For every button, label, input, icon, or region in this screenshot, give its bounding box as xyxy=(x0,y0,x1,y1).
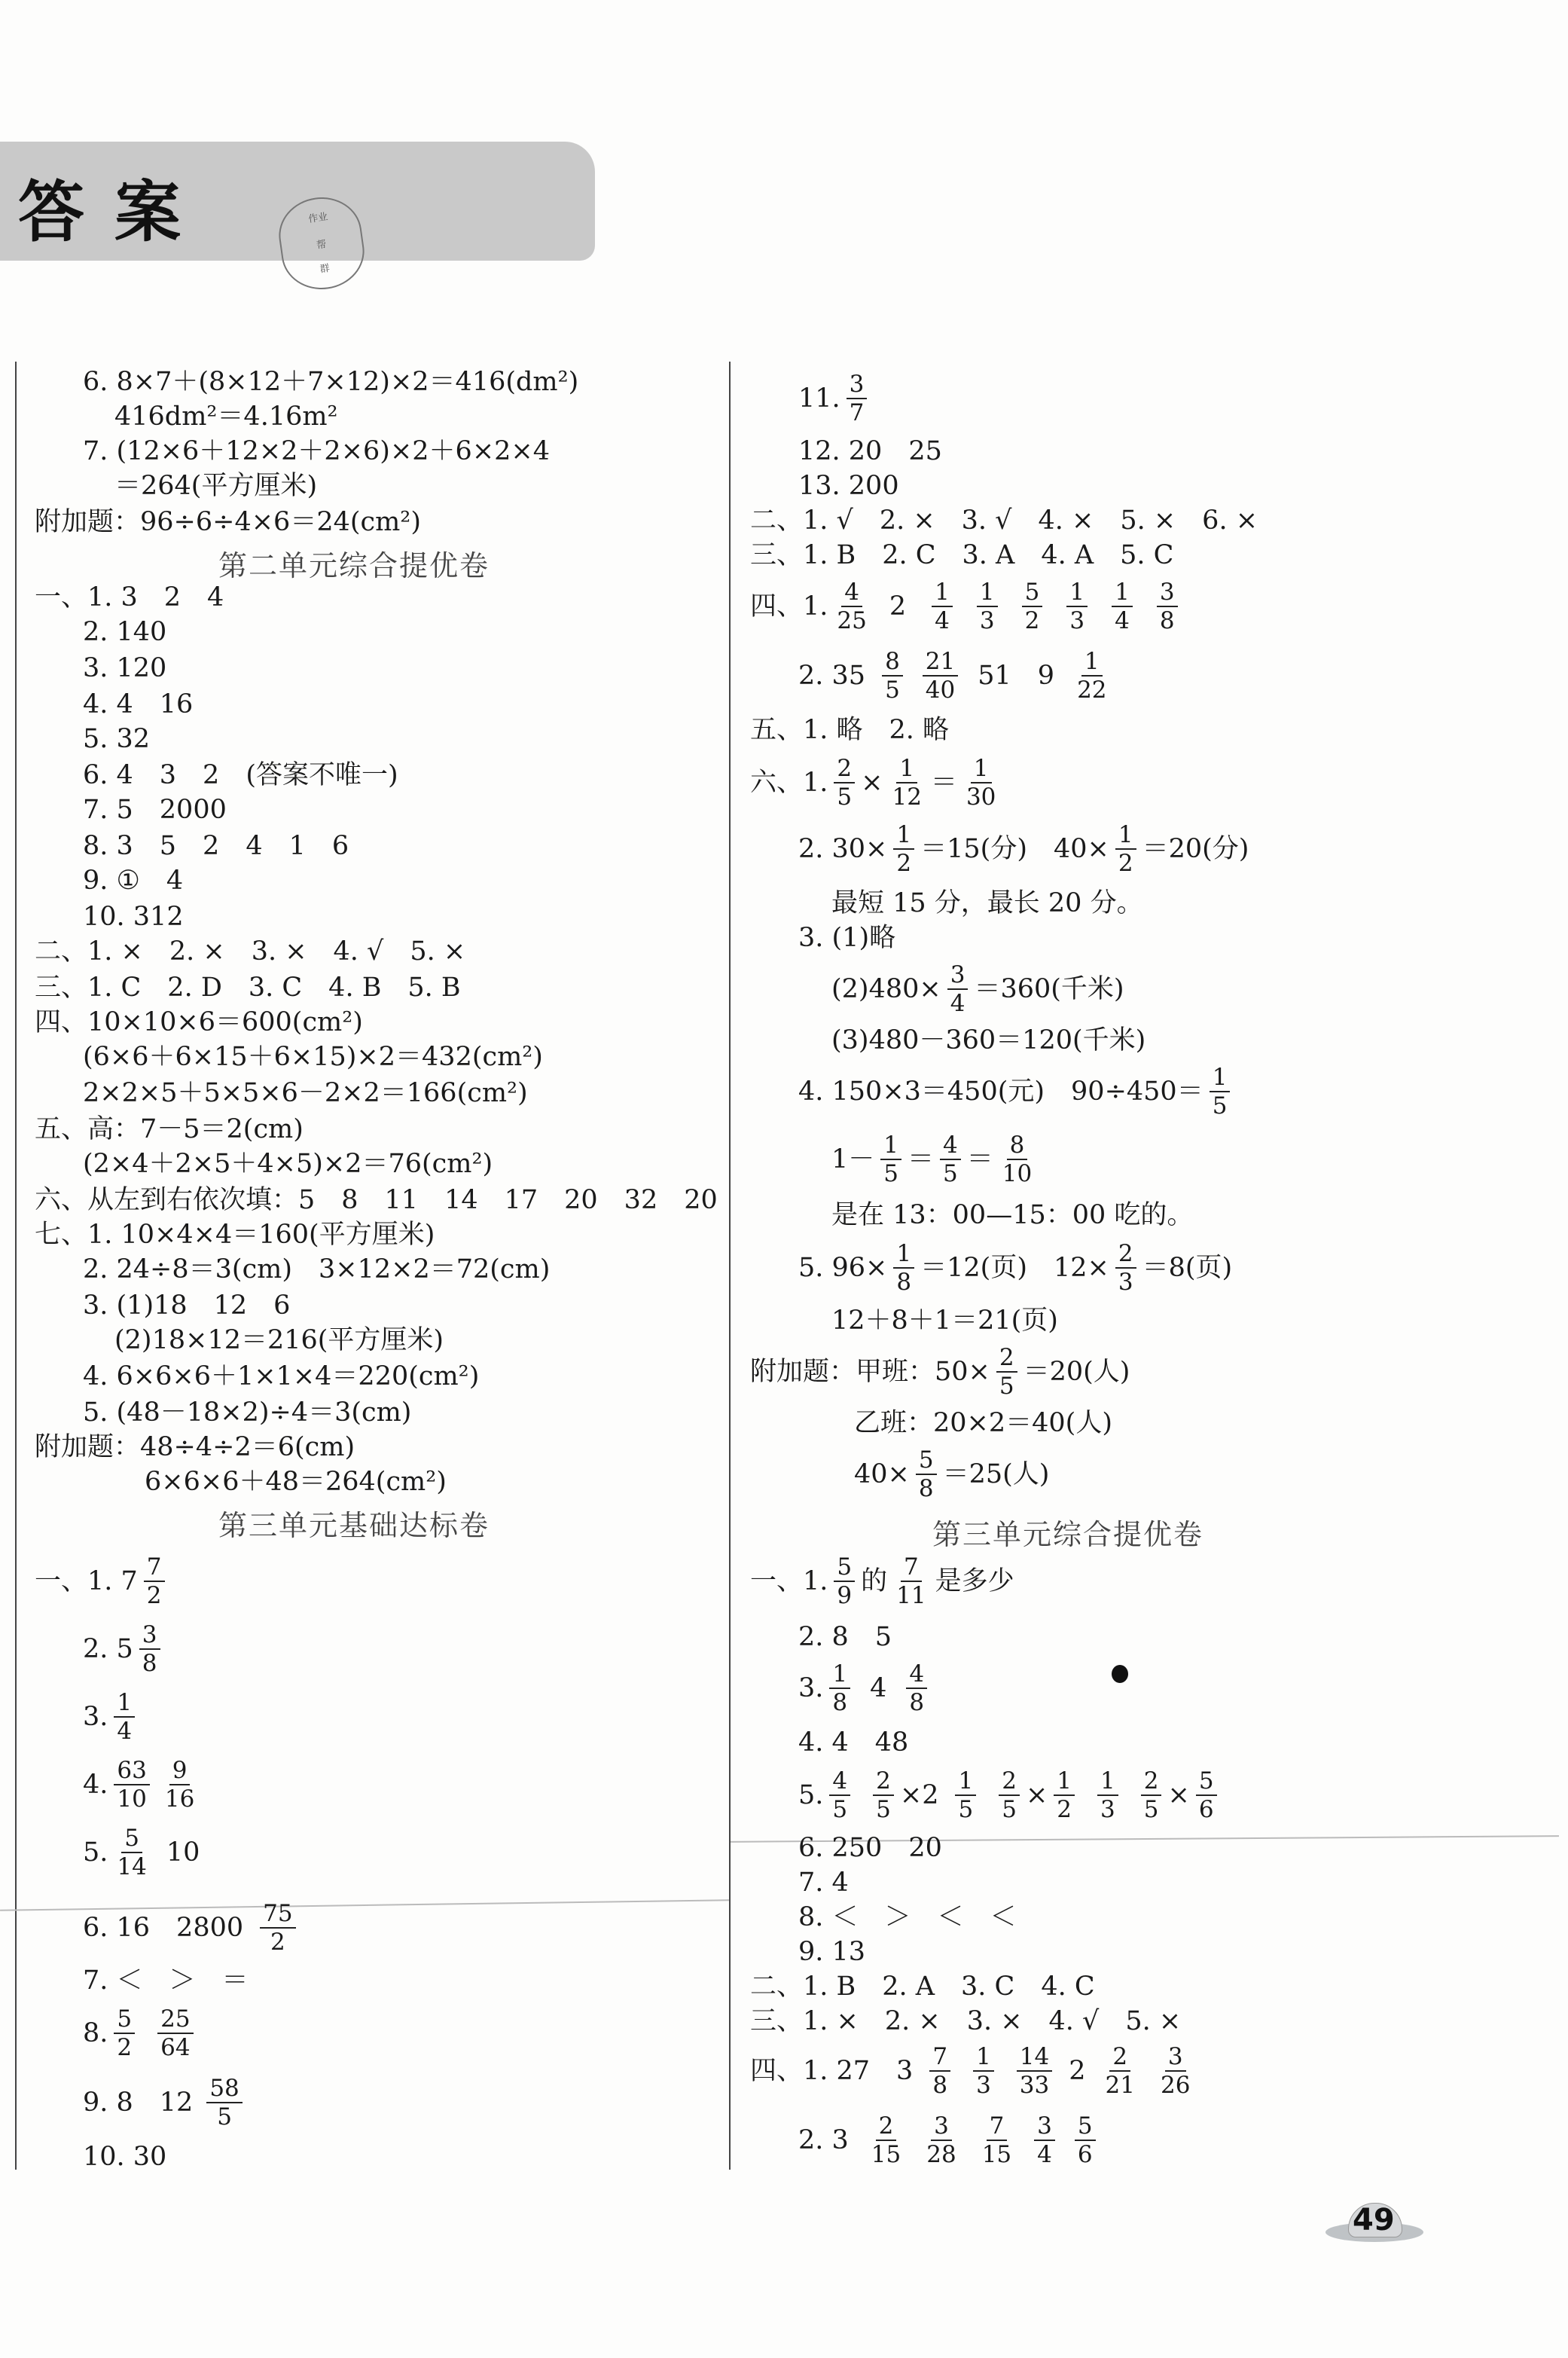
answer-line: 附加题：48÷4÷2＝6(cm) xyxy=(35,1432,355,1462)
fraction: 63 10 xyxy=(114,1757,149,1813)
answer-line: 2. 8 5 xyxy=(798,1622,892,1652)
answer-line: 8. 3 5 2 4 1 6 xyxy=(83,831,349,861)
fraction: 1 4 xyxy=(932,579,953,634)
answer-line: 三、1. C 2. D 3. C 4. B 5. B xyxy=(35,973,461,1003)
fraction: 7 15 xyxy=(981,2112,1012,2168)
fraction: 3 26 xyxy=(1160,2043,1191,2099)
answer-line: 11. 3 7 xyxy=(798,372,873,425)
fraction: 3 8 xyxy=(1157,579,1178,634)
answer-line: 12. 20 25 xyxy=(798,436,942,466)
answer-line: 二、1. × 2. × 3. × 4. √ 5. × xyxy=(35,936,466,967)
answer-line: 8. ＜ ＞ ＜ ＜ xyxy=(798,1902,1017,1932)
answer-line: 9. ① 4 xyxy=(83,866,184,896)
answer-line: 2. 3 2 15 3 28 7 15 3 4 5 6 xyxy=(798,2114,1102,2167)
answer-line: 4. 63 10 9 16 xyxy=(83,1758,203,1811)
answer-line: 附加题：96÷6÷4×6＝24(cm²) xyxy=(35,507,421,537)
page-number: 49 xyxy=(1353,2203,1395,2237)
answer-line: 六、1. 2 5 × 1 12 ＝ 1 30 xyxy=(750,756,1005,809)
answer-line: 9. 13 xyxy=(798,1937,866,1967)
fraction: 1 5 xyxy=(880,1132,901,1187)
answer-line: (2×4＋2×5＋4×5)×2＝76(cm²) xyxy=(83,1149,493,1179)
answer-line: 附加题：甲班：50× $\frac{2}{5}$ ＝20(人) xyxy=(750,1344,1130,1400)
fraction: 7 2 xyxy=(144,1553,165,1609)
fraction: 4 8 xyxy=(906,1660,927,1716)
fraction: 1 12 xyxy=(892,755,922,811)
fraction: 21 40 xyxy=(923,648,958,704)
answer-line: 三、1. B 2. C 3. A 4. A 5. C xyxy=(750,540,1174,570)
fraction: 5 2 xyxy=(1022,579,1043,634)
fraction: 1 2 xyxy=(1054,1767,1075,1823)
fraction: 7 8 xyxy=(929,2043,950,2099)
fraction: 3 8 xyxy=(139,1621,160,1677)
answer-line: 10. 312 xyxy=(83,902,184,932)
page-title: 答案 xyxy=(18,173,212,251)
fraction: 2 5 xyxy=(999,1767,1020,1823)
fraction: 3 7 xyxy=(847,371,868,426)
fraction: 1 3 xyxy=(977,579,998,634)
fraction: 2 21 xyxy=(1105,2043,1135,2099)
fraction: 1 3 xyxy=(1097,1767,1118,1823)
fraction: 8 10 xyxy=(1002,1132,1033,1187)
fraction: 5 9 xyxy=(834,1553,855,1609)
left-rule xyxy=(15,362,17,2170)
answer-line: 2×2×5＋5×5×6－2×2＝166(cm²) xyxy=(83,1078,528,1108)
answer-line: 6. 250 20 xyxy=(798,1833,942,1863)
answer-line: 40× $\frac{5}{8}$ ＝25(人) xyxy=(854,1446,1050,1502)
answer-line: 5. 5 14 10 xyxy=(83,1825,200,1880)
answer-line: 5. 4 5 $\frac{2}{5}$ ×2 1 5 2 5 × 1 2 1 3 2 5 × 5 6 xyxy=(798,1769,1223,1822)
answer-line: 六、从左到右依次填：5 8 11 14 17 20 32 20 xyxy=(35,1185,718,1215)
section-title: 第二单元综合提优卷 xyxy=(218,549,490,582)
answer-line: 四、1. 27 3 7 8 1 3 14 33 2 2 21 3 26 xyxy=(750,2045,1199,2097)
fraction: $\frac{1}{2}$ xyxy=(1115,821,1136,877)
fraction: 3 4 xyxy=(1034,2112,1055,2168)
fraction: 4 5 xyxy=(829,1767,850,1823)
fraction: 5 6 xyxy=(1196,1767,1217,1823)
answer-line: 四、10×10×6＝600(cm²) xyxy=(35,1007,363,1037)
answer-line: 5. (48－18×2)÷4＝3(cm) xyxy=(83,1397,412,1428)
answer-line: 是在 13：00—15：00 吃的。 xyxy=(831,1200,1194,1230)
fraction: 1 5 xyxy=(955,1767,976,1823)
fraction: 1 3 xyxy=(973,2043,994,2099)
answer-line: 2. 5 3 8 xyxy=(83,1623,166,1675)
answer-line: 7. (12×6＋12×2＋2×6)×2＋6×2×4 xyxy=(83,436,551,466)
answer-line: 10. 30 xyxy=(83,2142,167,2172)
answer-line: 四、1. 4 25 2 1 4 1 3 5 2 1 3 1 4 3 8 xyxy=(750,580,1190,633)
fraction: 1 4 xyxy=(114,1689,135,1745)
fraction: 1 4 xyxy=(1112,579,1133,634)
answer-line: 5. 96× $\frac{1}{8}$ ＝12(页) 12× $\frac{2}{3}$ ＝8(页) xyxy=(798,1240,1233,1296)
fraction: 8 5 xyxy=(882,648,903,704)
answer-line: 最短 15 分，最长 20 分。 xyxy=(831,888,1143,918)
answer-line: 七、1. 10×4×4＝160(平方厘米) xyxy=(35,1220,435,1250)
answer-line: 4. 4 16 xyxy=(83,689,194,719)
fraction: 4 25 xyxy=(837,579,867,634)
answer-line: 3. 120 xyxy=(83,653,167,683)
answer-line: 7. 5 2000 xyxy=(83,795,227,825)
fraction: $\frac{5}{8}$ xyxy=(916,1446,937,1502)
fraction: 75 2 xyxy=(260,1900,295,1956)
answer-line: 3. (1)略 xyxy=(798,923,896,953)
fraction: $\frac{2}{5}$ xyxy=(996,1344,1017,1400)
fraction: $\frac{3}{4}$ xyxy=(947,961,969,1017)
answer-line: 8. 5 2 25 64 xyxy=(83,2007,200,2060)
answer-line: 五、高：7－5＝2(cm) xyxy=(35,1114,304,1144)
section-title: 第三单元基础达标卷 xyxy=(218,1509,490,1542)
answer-line: 7. 4 xyxy=(798,1868,849,1898)
answer-line: 416dm²＝4.16m² xyxy=(114,402,338,432)
fraction: 2 15 xyxy=(871,2112,901,2168)
answer-line: 一、1. 7 7 2 xyxy=(35,1555,171,1608)
fraction: 1 8 xyxy=(829,1660,850,1716)
fraction: $\frac{1}{2}$ xyxy=(893,821,914,877)
fraction: 5 14 xyxy=(117,1825,147,1880)
answer-line: 13. 200 xyxy=(798,471,899,501)
fraction: 9 16 xyxy=(164,1757,195,1813)
answer-line: 3. 1 8 4 4 8 xyxy=(798,1662,933,1715)
answer-line: 2. 30× $\frac{1}{2}$ ＝15(分) 40× $\frac{1}{2}$ ＝20(分) xyxy=(798,821,1249,877)
answer-line: 五、1. 略 2. 略 xyxy=(750,715,950,745)
fraction: 25 64 xyxy=(157,2005,193,2061)
ink-dot xyxy=(1112,1665,1128,1683)
fraction: 2 5 xyxy=(1141,1767,1162,1823)
answer-line: (3)480－360＝120(千米) xyxy=(831,1025,1146,1055)
answer-line: 3. 1 4 xyxy=(83,1691,141,1743)
answer-line: 5. 32 xyxy=(83,724,151,754)
fraction: 1 30 xyxy=(966,755,996,811)
answer-line: 2. 140 xyxy=(83,617,167,647)
fraction: 1 22 xyxy=(1077,648,1107,704)
fraction: $\frac{2}{5}$ xyxy=(873,1767,894,1823)
answer-line: 6. 8×7＋(8×12＋7×12)×2＝416(dm²) xyxy=(83,367,579,397)
fraction: 2 5 xyxy=(834,755,855,811)
answer-line: 乙班：20×2＝40(人) xyxy=(854,1408,1112,1438)
fraction: 14 33 xyxy=(1017,2043,1052,2099)
fraction: $\frac{2}{3}$ xyxy=(1115,1240,1136,1296)
section-title: 第三单元综合提优卷 xyxy=(932,1518,1204,1551)
answer-line: 4. 150×3＝450(元) 90÷450＝ 1 5 xyxy=(798,1065,1236,1118)
answer-line: 三、1. × 2. × 3. × 4. √ 5. × xyxy=(750,2006,1182,2036)
answer-line: (2)18×12＝216(平方厘米) xyxy=(114,1325,444,1355)
answer-line: 4. 4 48 xyxy=(798,1727,909,1758)
answer-line: 二、1. B 2. A 3. C 4. C xyxy=(750,1972,1095,2002)
answer-line: 2. 35 8 5 21 40 51 9 1 22 xyxy=(798,649,1116,702)
answer-line: 1－ 1 5 ＝ 4 5 ＝ 8 10 xyxy=(831,1133,1041,1186)
answer-line: (2)480× $\frac{3}{4}$ ＝360(千米) xyxy=(831,961,1124,1017)
fraction: 1 5 xyxy=(1210,1064,1231,1119)
answer-line: 12＋8＋1＝21(页) xyxy=(831,1306,1058,1336)
answer-line: 一、1. 3 2 4 xyxy=(35,582,224,612)
answer-line: 7. ＜ ＞ ＝ xyxy=(83,1966,249,1996)
column-divider xyxy=(729,362,731,2170)
answer-line: ＝264(平方厘米) xyxy=(114,471,318,501)
answer-line: 2. 24÷8＝3(cm) 3×12×2＝72(cm) xyxy=(83,1254,551,1284)
fraction: 7 11 xyxy=(896,1553,926,1609)
answer-line: 4. 6×6×6＋1×1×4＝220(cm²) xyxy=(83,1361,480,1391)
fraction: 1 3 xyxy=(1066,579,1088,634)
answer-line: 二、1. √ 2. × 3. √ 4. × 5. × 6. × xyxy=(750,506,1258,536)
fraction: 58 5 xyxy=(206,2075,242,2130)
fraction: 5 2 xyxy=(114,2005,135,2061)
answer-line: 6. 16 2800 75 2 xyxy=(83,1901,302,1954)
answer-line: 一、1. 5 9 的 7 11 是多少 xyxy=(750,1553,1014,1609)
answer-line: 6. 4 3 2 (答案不唯一) xyxy=(83,760,398,790)
stamp-logo: 作业 帮 群 xyxy=(274,192,369,295)
answer-line: 6×6×6＋48＝264(cm²) xyxy=(145,1467,447,1497)
answer-line: (6×6＋6×15＋6×15)×2＝432(cm²) xyxy=(83,1042,543,1072)
fraction: 3 28 xyxy=(926,2112,956,2168)
page-number-badge xyxy=(1325,2203,1423,2248)
fraction: $\frac{1}{8}$ xyxy=(893,1240,914,1296)
fraction: 4 5 xyxy=(940,1132,961,1187)
fraction: 5 6 xyxy=(1075,2112,1096,2168)
answer-line: 3. (1)18 12 6 xyxy=(83,1290,291,1321)
answer-line: 9. 8 12 58 5 xyxy=(83,2076,249,2129)
